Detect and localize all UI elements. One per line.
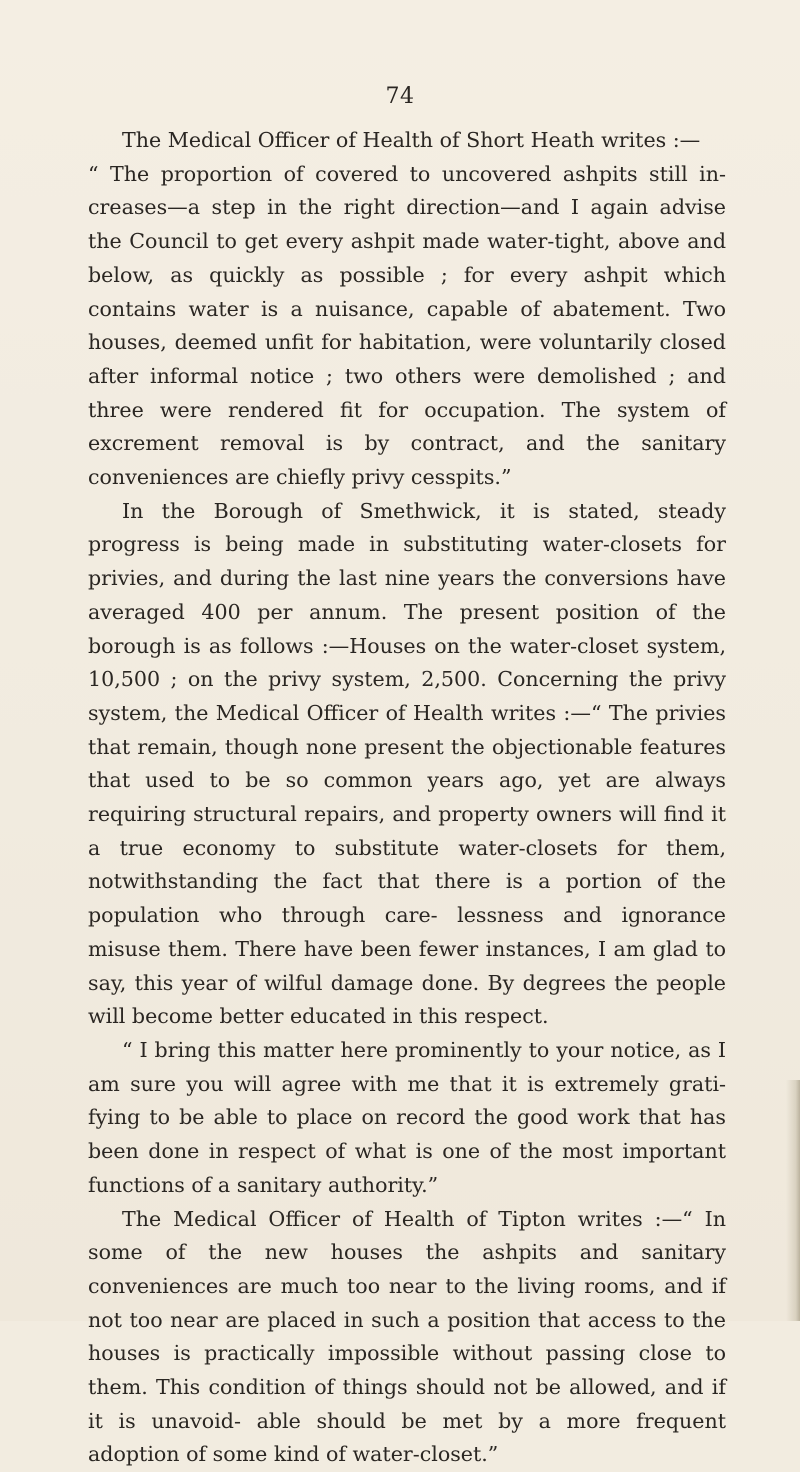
page-edge-shadow (786, 1080, 800, 1321)
body-text (88, 124, 726, 1472)
paragraph-notice: “ I bring this matter here prominently to your notice, as I am sure you will agree with me that it is extremely grati- fying to be able to place on record the good work that has been done in respect of what is one of the most important functions of a sanitary authority.” (88, 1034, 726, 1203)
paragraph-smethwick: In the Borough of Smethwick, it is stated, steady progress is being made in substituting water-closets for privies, and during the last nine years the conversions have averaged 400 per annum. The present position of the borough is as follows :—Houses on the water-closet system, 10,500 ; on the privy system, 2,500. Concerning the privy system, the Medical Officer of Health writes :—“ The privies that remain, though none present the objectionable features that used to be so common years ago, yet are always requiring structural repairs, and property owners will find it a true economy to substitute water-closets for them, notwithstanding the fact that there is a portion of the population who through care- lessness and ignorance misuse them. There have been fewer instances, I am glad to say, this year of wilful damage done. By degrees the people will become better educated in this respect. (88, 495, 726, 1034)
paragraph-short-heath-intro: The Medical Officer of Health of Short Heath writes :— (88, 124, 726, 158)
page-number: 74 (0, 84, 800, 109)
paragraph-short-heath-quote: “ The proportion of covered to uncovered ashpits still in- creases—a step in the right direction—and I again advise the Council to get every ashpit made water-tight, above and below, as quickly as possible ; for every ashpit which contains water is a nuisance, capable of abatement. Two houses, deemed unfit for habitation, were voluntarily closed after informal notice ; two others were demolished ; and three were rendered fit for occupation. The system of excrement removal is by contract, and the sanitary conveniences are chiefly privy cesspits.” (88, 158, 726, 495)
paragraph-tipton: The Medical Officer of Health of Tipton writes :—“ In some of the new houses the ashpits and sanitary conveniences are much too near to the living rooms, and if not too near are placed in such a position that access to the houses is practically impossible without passing close to them. This condition of things should not be allowed, and if it is unavoid- able should be met by a more frequent adoption of some kind of water-closet.” (88, 1203, 726, 1472)
